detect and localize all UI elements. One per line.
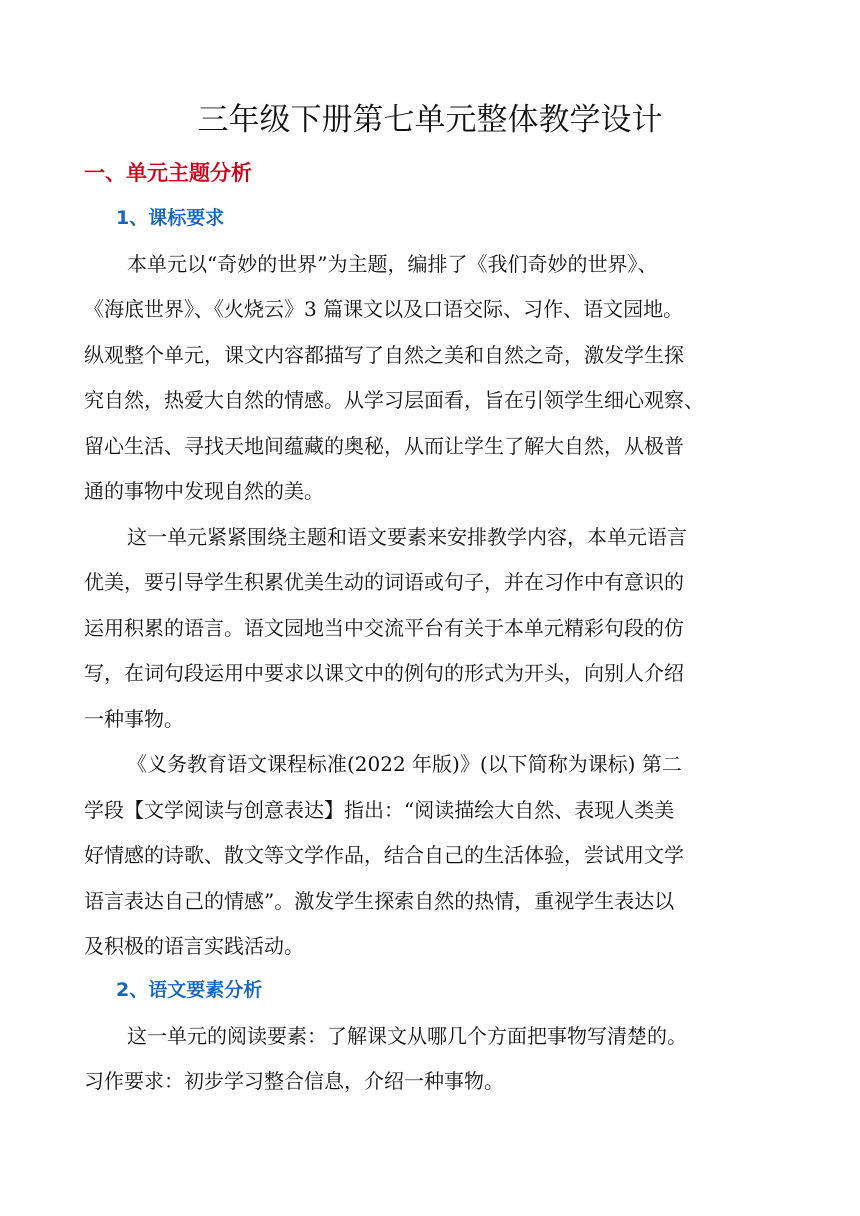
paragraph-line: 优美，要引导学生积累优美生动的词语或句子，并在习作中有意识的: [84, 570, 684, 594]
paragraph-line: 纵观整个单元，课文内容都描写了自然之美和自然之奇，激发学生探: [84, 343, 684, 367]
paragraph-line: 语言表达自己的情感”。激发学生探索自然的热情，重视学生表达以: [84, 889, 675, 913]
paragraph-line: 这一单元紧紧围绕主题和语文要素来安排教学内容，本单元语言: [127, 525, 687, 549]
paragraph-line: 通的事物中发现自然的美。: [84, 479, 324, 503]
document-title: 三年级下册第七单元整体教学设计: [197, 102, 663, 138]
paragraph-line: 一种事物。: [84, 707, 184, 731]
paragraph-line: 《海底世界》、《火烧云》3 篇课文以及口语交际、习作、语文园地。: [84, 297, 684, 321]
section-heading-unit-theme: 一、单元主题分析: [84, 161, 252, 185]
paragraph-line: 好情感的诗歌、散文等文学作品，结合自己的生活体验，尝试用文学: [84, 843, 684, 867]
paragraph-line: 学段【文学阅读与创意表达】指出：“阅读描绘大自然、表现人类美: [84, 798, 675, 822]
paragraph-line: 及积极的语言实践活动。: [84, 934, 304, 958]
paragraph-line: 运用积累的语言。语文园地当中交流平台有关于本单元精彩句段的仿: [84, 616, 684, 640]
paragraph-line: 习作要求：初步学习整合信息，介绍一种事物。: [84, 1069, 504, 1093]
subheading-language-elements: 2、语文要素分析: [116, 979, 263, 1001]
paragraph-line: 写，在词句段运用中要求以课文中的例句的形式为开头，向别人介绍: [84, 661, 684, 685]
paragraph-line: 《义务教育语文课程标准(2022 年版)》(以下简称为课标) 第二: [127, 752, 682, 776]
paragraph-line: 留心生活、寻找天地间蕴藏的奥秘，从而让学生了解大自然，从极普: [84, 434, 684, 458]
paragraph-line: 本单元以“奇妙的世界”为主题，编排了《我们奇妙的世界》、: [127, 252, 658, 276]
subheading-curriculum-requirements: 1、课标要求: [116, 207, 225, 229]
paragraph-line: 究自然，热爱大自然的情感。从学习层面看，旨在引领学生细心观察、: [84, 388, 704, 412]
paragraph-line: 这一单元的阅读要素：了解课文从哪几个方面把事物写清楚的。: [127, 1024, 687, 1048]
